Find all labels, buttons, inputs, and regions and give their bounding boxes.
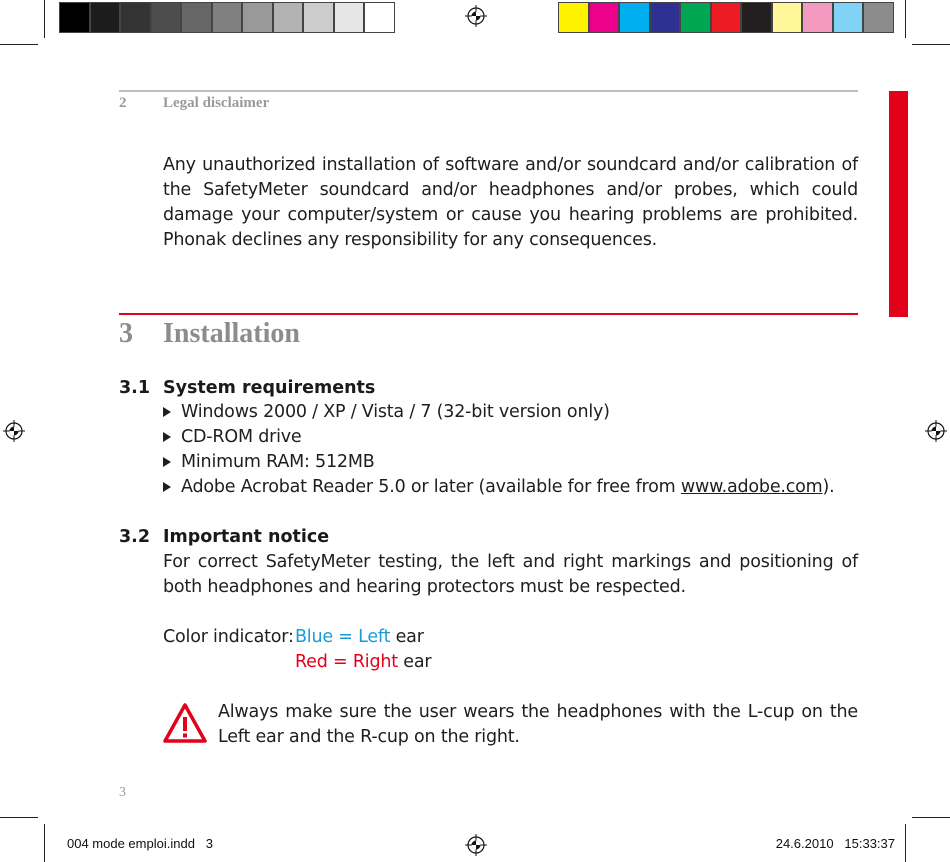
header-section-title: Legal disclaimer	[163, 95, 270, 111]
list-item-text: CD-ROM drive	[181, 427, 302, 447]
crop-mark	[905, 0, 906, 38]
footer-filename: 004 mode emploi.indd 3	[67, 836, 213, 851]
color-swatch	[303, 2, 334, 33]
list-item	[163, 425, 835, 450]
color-swatch	[273, 2, 304, 33]
page-number: 3	[119, 785, 126, 800]
crop-mark	[44, 824, 45, 862]
color-swatch	[151, 2, 182, 33]
color-swatch	[772, 2, 803, 33]
subsection-title: Important notice	[163, 527, 330, 547]
chapter-tab-marker	[889, 91, 908, 317]
bullet-arrow-icon	[163, 432, 171, 442]
list-item-text: Adobe Acrobat Reader 5.0 or later (available for free from	[181, 477, 681, 497]
header-rule	[119, 90, 858, 92]
adobe-link[interactable]: www.adobe.com	[680, 477, 823, 497]
list-item	[163, 450, 835, 475]
color-swatch	[863, 2, 894, 33]
bullet-arrow-icon	[163, 407, 171, 417]
color-indicator-label: Color indicator:	[163, 627, 294, 647]
color-swatch	[680, 2, 711, 33]
list-item-text: Minimum RAM: 512MB	[181, 452, 375, 472]
ear-label: ear	[390, 627, 424, 647]
crop-mark	[905, 824, 906, 862]
color-swatch	[589, 2, 620, 33]
warning-text: Always make sure the user wears the headphones with the L-cup on the Left ear and the R-cup on the right.	[218, 702, 858, 747]
list-item	[163, 400, 835, 425]
subsection-number: 3.2	[119, 527, 151, 547]
color-swatch	[711, 2, 742, 33]
right-ear-indicator	[295, 650, 431, 675]
section-number: 3	[119, 318, 133, 349]
registration-mark-icon	[925, 420, 947, 442]
blue-left-label: Blue = Left	[295, 627, 391, 647]
registration-mark-icon	[465, 834, 487, 856]
color-swatch	[802, 2, 833, 33]
color-swatch	[334, 2, 365, 33]
warning-icon	[162, 702, 208, 744]
section-rule	[119, 313, 858, 315]
left-ear-indicator	[295, 625, 424, 650]
crop-mark	[912, 817, 950, 818]
color-swatch	[59, 2, 90, 33]
list-item-text-suffix: ).	[822, 477, 835, 497]
footer-timestamp: 24.6.2010 15:33:37	[775, 836, 895, 851]
color-swatch	[364, 2, 395, 33]
crop-mark	[912, 44, 950, 45]
color-swatch	[558, 2, 589, 33]
color-swatch	[120, 2, 151, 33]
section-title: Installation	[163, 318, 300, 349]
bullet-arrow-icon	[163, 482, 171, 492]
bullet-arrow-icon	[163, 457, 171, 467]
disclaimer-paragraph: Any unauthorized installation of software and/or soundcard and/or calibration of the SafetyMeter soundcard and/or headphones and/or probes, which could damage your computer/system or cause you hearing problems are prohibited. Phonak declines any responsibility for any consequences.	[163, 155, 858, 250]
color-swatch	[181, 2, 212, 33]
crop-mark	[0, 44, 38, 45]
ear-label: ear	[397, 652, 432, 672]
red-right-label: Red = Right	[295, 652, 398, 672]
color-swatch	[212, 2, 243, 33]
color-swatch	[650, 2, 681, 33]
color-swatch	[741, 2, 772, 33]
crop-mark	[44, 0, 45, 38]
notice-paragraph: For correct SafetyMeter testing, the left and right markings and positioning of both headphones and hearing protectors must be respected.	[163, 552, 858, 597]
list-item-text: Windows 2000 / XP / Vista / 7 (32-bit version only)	[181, 402, 610, 422]
subsection-title: System requirements	[163, 378, 376, 398]
requirements-list	[163, 400, 835, 500]
color-swatch	[619, 2, 650, 33]
list-item	[163, 475, 835, 500]
subsection-number: 3.1	[119, 378, 151, 398]
crop-mark	[0, 817, 38, 818]
registration-mark-icon	[3, 420, 25, 442]
registration-mark-icon	[465, 5, 487, 27]
header-page-number: 2	[119, 95, 127, 111]
color-swatch	[833, 2, 864, 33]
color-swatch	[90, 2, 121, 33]
color-swatch	[242, 2, 273, 33]
